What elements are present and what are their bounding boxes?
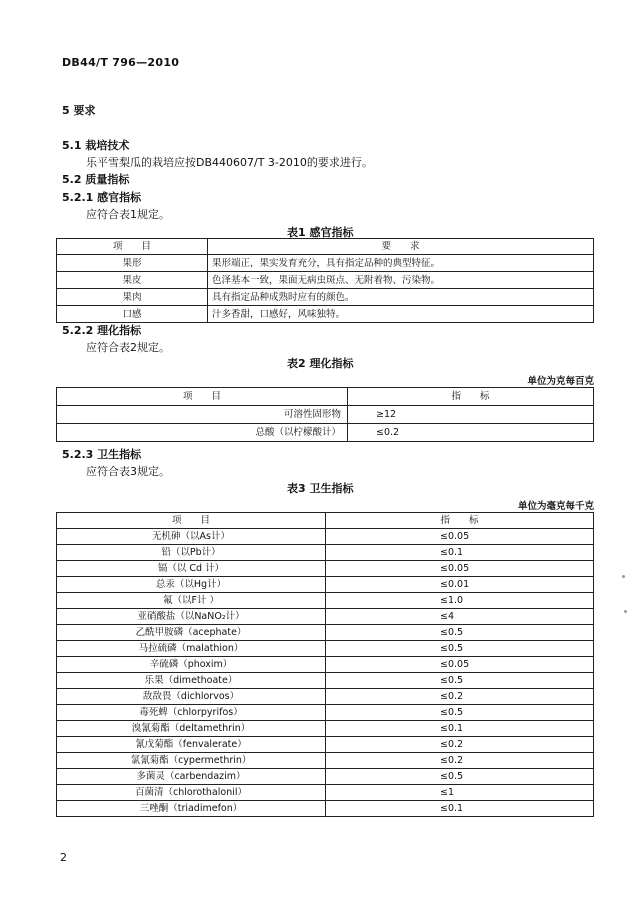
table-header-row [57,239,594,255]
table-row [57,424,594,442]
value-cell: ≤0.1 [326,545,594,561]
header-cell-index: 指 标 [348,388,594,406]
table-row [57,625,594,641]
table2-caption: 表2 理化指标 [287,357,354,370]
header-cell-item: 项 目 [57,388,348,406]
table-row [57,529,594,545]
item-cell: 乐果（dimethoate） [57,673,326,689]
table-row [57,289,594,306]
section-5-1-heading: 5.1 栽培技术 [62,139,130,152]
page-number: 2 [60,851,67,864]
value-cell: ≤0.5 [326,641,594,657]
table2-unit: 单位为克每百克 [527,376,594,387]
table-row [57,406,594,424]
value-cell: ≥12 [348,406,594,424]
scan-speck [622,575,625,578]
section-5-2-1-heading: 5.2.1 感官指标 [62,191,142,204]
item-cell: 果皮 [57,272,208,289]
value-cell: ≤0.5 [326,673,594,689]
table-row [57,705,594,721]
value-cell: ≤0.01 [326,577,594,593]
section-5-1-text: 乐平雪梨瓜的栽培应按DB440607/T 3-2010的要求进行。 [86,156,373,169]
table3-caption: 表3 卫生指标 [287,482,354,495]
value-cell: ≤0.2 [326,737,594,753]
table-row [57,801,594,817]
value-cell: 果形端正，果实发育充分，具有指定品种的典型特征。 [208,255,594,272]
table-row [57,673,594,689]
item-cell: 果肉 [57,289,208,306]
item-cell: 溴氰菊酯（deltamethrin） [57,721,326,737]
item-cell: 乙酰甲胺磷（acephate） [57,625,326,641]
value-cell: ≤0.2 [348,424,594,442]
item-cell: 氯氰菊酯（cypermethrin） [57,753,326,769]
header-cell-requirement: 要 求 [208,239,594,255]
item-cell: 铅（以Pb计） [57,545,326,561]
section-5-2-1-text: 应符合表1规定。 [86,208,170,221]
table1-caption: 表1 感官指标 [287,226,354,239]
table-row [57,737,594,753]
item-cell: 敌敌畏（dichlorvos） [57,689,326,705]
header-cell-item: 项 目 [57,239,208,255]
table-row [57,272,594,289]
table3-unit: 单位为毫克每千克 [517,501,594,512]
item-cell: 三唑酮（triadimefon） [57,801,326,817]
table-row [57,593,594,609]
table-row [57,577,594,593]
item-cell: 镉（以 Cd 计） [57,561,326,577]
scan-speck [624,610,627,613]
value-cell: 具有指定品种成熟时应有的颜色。 [208,289,594,306]
table-row [57,721,594,737]
value-cell: ≤1 [326,785,594,801]
table-row [57,561,594,577]
item-cell: 总酸（以柠檬酸计） [57,424,348,442]
value-cell: ≤0.05 [326,561,594,577]
value-cell: ≤0.5 [326,625,594,641]
table-header-row [57,513,594,529]
value-cell: ≤0.5 [326,769,594,785]
table-row [57,255,594,272]
table1-sensory [56,238,594,323]
item-cell: 辛硫磷（phoxim） [57,657,326,673]
table-row [57,657,594,673]
item-cell: 百菌清（chlorothalonil） [57,785,326,801]
item-cell: 总汞（以Hg计） [57,577,326,593]
table-row [57,689,594,705]
item-cell: 多菌灵（carbendazim） [57,769,326,785]
item-cell: 可溶性固形物 [57,406,348,424]
section-5-2-3-heading: 5.2.3 卫生指标 [62,448,142,461]
table2-physicochemical [56,387,594,442]
table-row [57,306,594,323]
table3-hygiene [56,512,594,817]
item-cell: 果形 [57,255,208,272]
item-cell: 口感 [57,306,208,323]
header-cell-item: 项 目 [57,513,326,529]
item-cell: 氟（以F计 ） [57,593,326,609]
value-cell: ≤0.1 [326,801,594,817]
item-cell: 无机砷（以As计） [57,529,326,545]
table-row [57,753,594,769]
table-row [57,785,594,801]
value-cell: ≤0.1 [326,721,594,737]
section-5-heading: 5 要求 [62,104,96,117]
table-row [57,545,594,561]
section-5-2-3-text: 应符合表3规定。 [86,465,170,478]
table-row [57,769,594,785]
value-cell: ≤0.05 [326,657,594,673]
value-cell: ≤0.2 [326,689,594,705]
section-5-2-heading: 5.2 质量指标 [62,173,130,186]
item-cell: 氰戊菊酯（fenvalerate） [57,737,326,753]
value-cell: ≤0.2 [326,753,594,769]
item-cell: 毒死蜱（chlorpyrifos） [57,705,326,721]
item-cell: 马拉硫磷（malathion） [57,641,326,657]
value-cell: ≤1.0 [326,593,594,609]
value-cell: 色泽基本一致，果面无病虫斑点、无附着物、污染物。 [208,272,594,289]
header-cell-index: 指 标 [326,513,594,529]
document-header: DB44/T 796—2010 [62,56,180,69]
table-row [57,609,594,625]
table-header-row [57,388,594,406]
value-cell: ≤4 [326,609,594,625]
section-5-2-2-heading: 5.2.2 理化指标 [62,324,142,337]
value-cell: 汁多香甜，口感好，风味独特。 [208,306,594,323]
value-cell: ≤0.05 [326,529,594,545]
section-5-2-2-text: 应符合表2规定。 [86,341,170,354]
table-row [57,641,594,657]
item-cell: 亚硝酸盐（以NaNO₂计） [57,609,326,625]
value-cell: ≤0.5 [326,705,594,721]
